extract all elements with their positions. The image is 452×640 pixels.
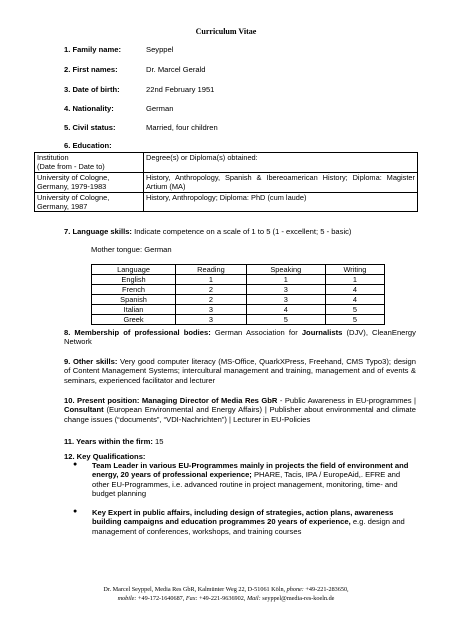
years-line xyxy=(64,437,416,446)
list-item xyxy=(64,461,416,498)
table-row xyxy=(92,285,385,295)
footer-mobile-label: mobile: xyxy=(117,594,137,602)
language-table xyxy=(91,264,385,325)
footer-fax: +49-221-9636902, xyxy=(199,594,246,602)
field-value: Married, four children xyxy=(146,123,218,132)
education-table xyxy=(34,152,418,212)
table-header-row xyxy=(92,265,385,275)
table-cell: 2 xyxy=(176,285,247,295)
table-cell: Spanish xyxy=(92,295,176,305)
table-cell: 3 xyxy=(246,285,325,295)
years-value: 15 xyxy=(155,437,164,446)
table-cell xyxy=(144,153,418,173)
section-heading: 8. Membership of professional bodies: xyxy=(64,328,211,337)
bullet-icon: ● xyxy=(73,461,78,468)
membership-text: German Association for xyxy=(214,328,298,337)
section-heading: 10. Present position: Managing Director of Media Res GbR xyxy=(64,396,278,405)
header-institution: Institution xyxy=(37,153,69,162)
qualifications-list xyxy=(64,461,416,546)
language-skills-line xyxy=(64,227,416,236)
field-value: German xyxy=(146,104,174,113)
section-heading: 12. Key Qualifications: xyxy=(64,452,146,461)
section-heading: 11. Years within the firm: xyxy=(64,437,153,446)
section-heading: 7. Language skills: xyxy=(64,227,132,236)
table-cell xyxy=(144,172,418,192)
institution: University of Cologne, xyxy=(37,172,110,182)
table-header-row xyxy=(35,153,418,173)
table-cell: 1 xyxy=(176,275,247,285)
field-label: 3. Date of birth: xyxy=(64,85,120,94)
document-title: Curriculum Vitae xyxy=(195,27,257,36)
table-row xyxy=(92,275,385,285)
table-cell: 4 xyxy=(325,285,384,295)
table-cell xyxy=(35,172,144,192)
membership-bold: Journalists xyxy=(301,328,343,337)
table-cell xyxy=(35,153,144,173)
field-label: 5. Civil status: xyxy=(64,123,116,132)
section-heading: 9. Other skills: xyxy=(64,357,118,366)
table-row xyxy=(92,305,385,315)
footer-address: Dr. Marcel Seyppel, Media Res GbR, Kalmünter Weg 22, D-51061 Köln, xyxy=(103,586,286,593)
membership-text: (DJV), CleanEnergy Network xyxy=(64,328,416,347)
table-row xyxy=(35,172,418,192)
field-label: 4. Nationality: xyxy=(64,104,114,113)
field-value: 22nd February 1951 xyxy=(146,85,215,94)
table-cell: Speaking xyxy=(246,265,325,275)
table-cell: Italian xyxy=(92,305,176,315)
dates: Germany, 1979-1983 xyxy=(37,182,107,192)
table-cell: 1 xyxy=(325,275,384,285)
header-degree: Degree(s) or Diploma(s) obtained: xyxy=(146,153,258,162)
table-cell: Reading xyxy=(176,265,247,275)
table-cell: 2 xyxy=(176,295,247,305)
table-cell: 3 xyxy=(246,295,325,305)
table-cell: 3 xyxy=(176,305,247,315)
field-value: Dr. Marcel Gerald xyxy=(146,65,206,74)
mother-tongue: Mother tongue: German xyxy=(91,245,172,254)
footer-phone: +49-221-283650, xyxy=(305,586,349,593)
field-value: Seyppel xyxy=(146,45,174,54)
footer-mail-label: Mail: xyxy=(246,594,261,602)
footer-mobile: +49-172-1640687, xyxy=(138,594,185,602)
present-position-text: - Public Awareness in EU-programmes | xyxy=(279,396,416,405)
degree: History, Anthropology; Diploma: PhD (cum laude) xyxy=(146,192,307,202)
table-cell: 5 xyxy=(246,315,325,325)
qualification-bold: Key Expert in public affairs, including design of strategies, action plans, awareness building campaigns and education programmes 20 years of experience, xyxy=(92,508,394,527)
dates: Germany, 1987 xyxy=(37,202,88,212)
institution: University of Cologne, xyxy=(37,192,110,202)
table-cell: English xyxy=(92,275,176,285)
table-cell: 3 xyxy=(176,315,247,325)
table-cell: Language xyxy=(92,265,176,275)
field-label: 2. First names: xyxy=(64,65,118,74)
table-cell xyxy=(35,192,144,212)
table-cell: 5 xyxy=(325,305,384,315)
other-skills-text: Very good computer literacy (MS-Office, QuarkXPress, Freehand, CMS Typo3); design of Content Management Systems; intercultural management and training, management and of events & seminars, experienced facilitator and lecturer xyxy=(64,357,416,385)
table-cell: French xyxy=(92,285,176,295)
membership-paragraph xyxy=(64,328,416,347)
table-cell xyxy=(144,192,418,212)
table-cell: 5 xyxy=(325,315,384,325)
bullet-icon: ● xyxy=(73,508,78,515)
footer-mail: seyppel@media-res-koeln.de xyxy=(262,594,335,602)
qualification-text: e.g. design and management of conferences, workshops, and training courses xyxy=(92,517,405,536)
table-cell: 4 xyxy=(246,305,325,315)
key-qualifications-heading xyxy=(64,452,416,461)
degree: History, Anthropology, Spanish & Ibereoamerican History; Diploma: Magister Artium (MA) xyxy=(146,172,415,192)
footer-fax-label: Fax: xyxy=(185,594,198,602)
other-skills-paragraph xyxy=(64,357,416,385)
table-cell: 1 xyxy=(246,275,325,285)
table-row xyxy=(92,315,385,325)
qualification-text: PHARE, Tacis, IPA / EuropeAid,. EFRE and other EU-Programmes, i.e. advanced routine in project management, monitoring, time- and budget planning xyxy=(92,470,401,498)
list-item xyxy=(64,508,416,536)
footer-phone-label: phone: xyxy=(286,586,304,593)
table-cell: Writing xyxy=(325,265,384,275)
present-position-bold: Consultant xyxy=(64,405,104,415)
qualification-bold: Team Leader in various EU-Programmes mainly in projects the field of environment and energy, 20 years of professional experience; xyxy=(92,461,409,480)
table-row xyxy=(92,295,385,305)
table-cell: 4 xyxy=(325,295,384,305)
table-row xyxy=(35,192,418,212)
language-skills-text: Indicate competence on a scale of 1 to 5 (1 - excellent; 5 - basic) xyxy=(134,227,352,236)
table-cell: Greek xyxy=(92,315,176,325)
section-heading: 6. Education: xyxy=(64,141,112,150)
header-dates: (Date from - Date to) xyxy=(37,162,105,172)
page-footer xyxy=(0,586,452,604)
present-position-paragraph xyxy=(64,396,416,424)
present-position-text: (European Environmental and Energy Affairs) | Publisher about environmental and climate change issues (“documents”, “VDI-Nachrichten”) | Lecturer in EU-Policies xyxy=(64,405,416,424)
field-label: 1. Family name: xyxy=(64,45,121,54)
